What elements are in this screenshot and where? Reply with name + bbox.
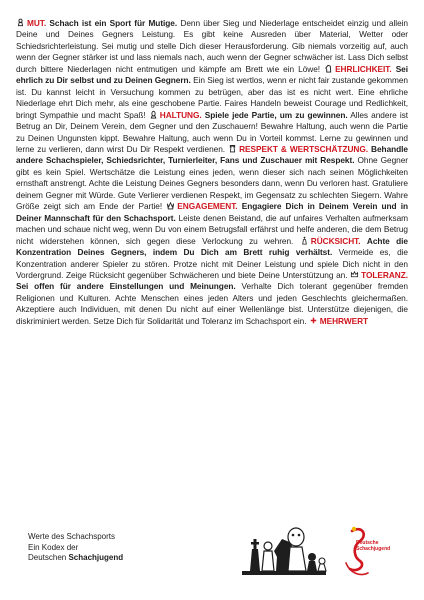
section-heading: TOLERANZ. [361, 269, 408, 280]
section-lead: Achte die Konzentration Deines Gegners, indem Du Dich am Brett ruhig verhältst. [16, 235, 408, 258]
section-body: Alles andere ist Betrug an Dir, Deinem Verein, dem Gegner und den Zuschauern! Bewahre Haltung, auch wenn die Partie zu Deinen Ungunsten kippt. Bewahre Haltung, auch wenn Du in Vorteil kommst. Lerne zu gewinnen und lerne zu verlieren, dann wirst Du Dir Respekt verdienen. [16, 109, 408, 154]
section-body: Verhalte Dich tolerant gegenüber fremden Religionen und Kulturen. Achte Menschen eines jeden Alters und jeden Geschlechts gleichermaßen. Akzeptiere auch Individuen, mit denen Du nicht auf einer Wellenlänge bist. Unterstütze diejenigen, die diskriminiert werden. Setze Dich für Solidarität und Toleranz im Schachsport ein. [16, 281, 408, 326]
knight-icon [324, 64, 333, 73]
section-lead: Sei offen für andere Einstellungen und Meinungen. [16, 281, 236, 292]
footer-line-1: Werte des Schachsports [28, 532, 116, 541]
footer-line-3 [28, 553, 188, 564]
logo-line-2: Schachjugend [356, 545, 391, 552]
footer-caption [28, 532, 188, 564]
section-body: Leiste denen Beistand, die auf unfaires Verhalten aufmerksam machen und schaue nicht weg, wenn Du von einem Betrugsfall erfährst und helfe anderen, die dem Betrug nicht widerstehen können, sich gegen diese Verlockung zu wehren. [16, 212, 408, 246]
queen-icon [166, 201, 175, 210]
footer-line-2: Ein Kodex der [28, 542, 79, 552]
section-lead: Engagiere Dich in Deinem Verein und in Deiner Mannschaft für den Schachsport. [16, 201, 408, 223]
section-heading: RÜCKSICHT. [310, 235, 361, 246]
section-heading: EHRLICHKEIT. [335, 63, 392, 74]
section-lead: Sei ehrlich zu Dir selbst und zu Deinen Gegnern. [16, 63, 408, 86]
section-body: Ohne Gegner gibt es kein Spiel. Wertschätze die Leistung eines jeden, wenn dieser sich nach seinen Möglichkeiten ernsthaft anstrengt. Achte die Leistung Deines Gegners besonders dann, wenn Du verloren hast. Gratuliere deinem Gegner mit Würde. Gute Verlierer verdienen Respekt, im Gegensatz zu schlechten Siegern. Wahre Größe zeigt sich am Ende der Partie! [16, 155, 408, 212]
plus-icon [309, 316, 318, 325]
section-lead: Schach ist ein Sport für Mutige. [49, 18, 178, 28]
crown-icon [350, 270, 359, 279]
section-body: Vermeide es, die Konzentration anderer Spieler zu stören. Protze nicht mit Deiner Leistung und spiele Dich nicht in den Vordergrund. Zeige Rücksicht gegenüber Schwächeren und biete Deine Unterstützung an. [16, 247, 408, 280]
section-heading: ENGAGEMENT. [177, 201, 238, 212]
section-heading: MUT. [27, 18, 47, 28]
values-text [16, 18, 408, 327]
section-heading: RESPEKT & WERTSCHÄTZUNG. [239, 143, 369, 154]
bishop-icon [149, 110, 158, 119]
section-mehrwert [309, 316, 368, 326]
footer-line-3-bold: Schachjugend [68, 553, 124, 562]
section-lead: Behandle andere Schachspieler, Schiedsrichter, Turnierleiter, Fans und Zuschauer mit Respekt. [16, 143, 408, 166]
footer-line-3-plain: Deutschen [28, 553, 69, 562]
king-icon [300, 236, 309, 245]
rook-icon [228, 144, 237, 153]
chess-pieces-illustration [240, 515, 328, 579]
section-lead: Spiele jede Partie, um zu gewinnen. [204, 109, 348, 120]
section-body: Denn über Sieg und Niederlage entscheidet einzig und allein Deine und Deines Gegners Leistung. Es gibt keine Ausreden über Material, Wetter oder Schiedsrichterleistung. Sei mutig und stelle Dich dieser Herausforderung. Gib niemals vorzeitig auf, auch wenn der Gegner stärker ist und lass niemals nach, auch wenn der Gegner schwächer ist. Lass Dich selbst durch bittere Niederlagen nicht entmutigen und kämpfe am Brett wie ein Löwe! [16, 18, 408, 74]
section-body: Ein Sieg ist wertlos, wenn er nicht fair zustande gekommen ist. Du kannst leicht in Versuchung kommen zu betrügen, aber das ist es nicht wert. Eine ehrliche Niederlage ehrt Dich mehr, als eine geschobene Partie. Faires Handeln beweist Courage und Redlichkeit, bringt Sympathie und macht Spaß! [16, 75, 408, 120]
logo-line-1: Deutsche [356, 540, 379, 546]
pawn-icon [16, 18, 25, 27]
logo-wordmark [356, 541, 404, 552]
section-heading: HALTUNG. [159, 109, 202, 120]
closing-heading: MEHRWERT [319, 315, 369, 326]
